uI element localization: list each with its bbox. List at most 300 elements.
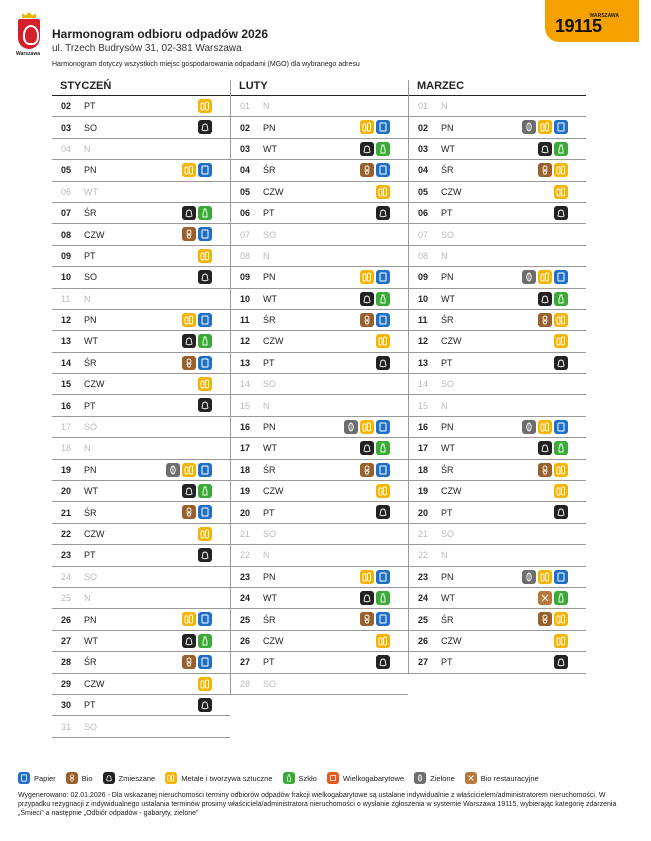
waste-icons <box>198 120 212 134</box>
legend-label: Bio restauracyjne <box>480 773 539 783</box>
zielone-icon <box>522 570 536 584</box>
month-column <box>52 80 230 738</box>
calendar-grid <box>52 80 586 740</box>
waste-icons <box>554 655 568 669</box>
waste-icons <box>376 634 390 648</box>
papier-icon <box>376 163 390 177</box>
waste-icons <box>360 570 390 584</box>
day-row <box>52 524 230 545</box>
weekday-label: WT <box>263 593 277 604</box>
waste-icons <box>182 334 212 348</box>
weekday-label: CZW <box>263 336 284 347</box>
weekday-label: SO <box>263 229 277 240</box>
zmieszane-icon <box>198 398 212 412</box>
waste-icons <box>376 334 390 348</box>
bio-icon <box>182 356 196 370</box>
weekday-label: CZW <box>263 486 284 497</box>
papier-icon <box>376 313 390 327</box>
weekday-label: PT <box>441 657 453 668</box>
day-number: 19 <box>418 486 429 497</box>
metale-icon <box>182 163 196 177</box>
day-row <box>52 289 230 310</box>
day-row <box>409 182 586 203</box>
bio-icon <box>538 313 552 327</box>
weekday-label: ŚR <box>263 165 276 176</box>
day-row <box>231 267 408 288</box>
day-row <box>52 160 230 181</box>
weekday-label: ŚR <box>263 614 276 625</box>
day-number: 24 <box>240 593 251 604</box>
bio-icon <box>360 463 374 477</box>
zmieszane-icon <box>198 120 212 134</box>
day-number: 23 <box>240 571 251 582</box>
day-number: 22 <box>61 529 72 539</box>
day-row <box>409 481 586 502</box>
weekday-label: CZW <box>441 186 462 197</box>
day-row <box>52 609 230 630</box>
day-number: 02 <box>61 101 72 112</box>
day-number: 13 <box>418 357 429 368</box>
szklo-icon <box>376 591 390 605</box>
zmieszane-icon <box>360 591 374 605</box>
day-row <box>231 117 408 138</box>
szklo-icon <box>554 441 568 455</box>
metale-icon <box>554 334 568 348</box>
day-number: 14 <box>61 357 72 368</box>
legend <box>18 770 638 786</box>
day-row <box>231 331 408 352</box>
zmieszane-icon <box>554 206 568 220</box>
day-number: 26 <box>240 635 251 646</box>
weekday-label: ŚR <box>441 614 454 625</box>
weekday-label: ŚR <box>84 507 97 518</box>
metale-icon <box>360 120 374 134</box>
legend-label: Wielkogabarytowe <box>342 773 405 783</box>
waste-icons <box>198 398 212 412</box>
weekday-label: PT <box>84 101 96 112</box>
day-row <box>231 567 408 588</box>
waste-icons <box>522 570 568 584</box>
weekday-label: PN <box>441 571 454 582</box>
day-row <box>231 395 408 416</box>
day-number: 14 <box>240 379 251 390</box>
month-heading: MARZEC <box>409 80 586 96</box>
weekday-label: SO <box>441 529 455 539</box>
zmieszane-icon <box>538 441 552 455</box>
day-number: 11 <box>61 293 71 304</box>
waste-icons <box>360 612 390 626</box>
weekday-label: SO <box>84 571 98 582</box>
zielone-icon <box>166 463 180 477</box>
weekday-label: WT <box>441 143 455 154</box>
day-number: 18 <box>418 464 429 475</box>
waste-icons <box>522 120 568 134</box>
metale-icon <box>376 634 390 648</box>
waste-icons <box>360 142 390 156</box>
weekday-label: PN <box>441 422 454 433</box>
day-number: 11 <box>418 315 428 326</box>
legend-label: Metale i tworzywa sztuczne <box>181 773 273 783</box>
legend-item <box>465 772 539 784</box>
day-row <box>409 567 586 588</box>
day-number: 04 <box>418 165 429 176</box>
shield-icon <box>18 19 40 49</box>
papier-icon <box>198 505 212 519</box>
day-row <box>52 545 230 566</box>
day-number: 09 <box>418 272 429 283</box>
day-number: 30 <box>61 700 72 711</box>
weekday-label: WT <box>84 635 98 646</box>
zmieszane-icon <box>360 441 374 455</box>
day-row <box>52 652 230 673</box>
waste-icons <box>198 698 212 712</box>
weekday-label: CZW <box>84 379 105 390</box>
weekday-label: CZW <box>263 186 284 197</box>
day-number: 25 <box>240 614 251 625</box>
metale-icon <box>198 677 212 691</box>
day-number: 18 <box>61 443 72 454</box>
szklo-icon <box>283 772 295 784</box>
day-number: 10 <box>240 293 251 304</box>
day-row <box>52 331 230 352</box>
day-row <box>231 246 408 267</box>
day-number: 07 <box>418 229 429 240</box>
day-number: 22 <box>418 550 429 561</box>
day-number: 23 <box>418 571 429 582</box>
waste-icons <box>360 313 390 327</box>
day-row <box>231 460 408 481</box>
day-number: 03 <box>240 143 251 154</box>
weekday-label: PN <box>84 315 97 326</box>
weekday-label: PT <box>263 208 275 219</box>
weekday-label: CZW <box>84 529 105 539</box>
weekday-label: PT <box>84 550 96 561</box>
day-row <box>409 353 586 374</box>
day-number: 03 <box>61 122 72 133</box>
papier-icon <box>198 163 212 177</box>
zmieszane-icon <box>182 334 196 348</box>
weekday-label: SO <box>441 379 455 390</box>
szklo-icon <box>376 292 390 306</box>
crown-icon <box>22 12 36 18</box>
day-number: 06 <box>240 208 251 219</box>
waste-icons <box>360 591 390 605</box>
metale-icon <box>554 463 568 477</box>
zmieszane-icon <box>182 484 196 498</box>
badge-small-text: WARSZAWA <box>589 13 619 19</box>
metale-icon <box>182 313 196 327</box>
zielone-icon <box>522 420 536 434</box>
weekday-label: N <box>441 250 448 261</box>
weekday-label: ŚR <box>441 165 454 176</box>
day-number: 22 <box>240 550 251 561</box>
day-number: 21 <box>61 507 72 518</box>
day-row <box>231 481 408 502</box>
metale-icon <box>182 463 196 477</box>
waste-icons <box>538 612 568 626</box>
zmieszane-icon <box>376 655 390 669</box>
day-number: 21 <box>240 529 251 539</box>
day-number: 10 <box>61 272 72 283</box>
day-row <box>231 609 408 630</box>
weekday-label: CZW <box>441 336 462 347</box>
warszawa-logo <box>16 12 42 57</box>
bio-icon <box>182 505 196 519</box>
waste-icons <box>538 313 568 327</box>
day-row <box>409 331 586 352</box>
waste-icons <box>376 185 390 199</box>
bio-icon <box>538 612 552 626</box>
waste-icons <box>360 463 390 477</box>
zmieszane-icon <box>103 772 115 784</box>
day-row <box>409 139 586 160</box>
waste-icons <box>554 334 568 348</box>
papier-icon <box>198 313 212 327</box>
bio-icon <box>360 163 374 177</box>
day-row <box>409 545 586 566</box>
weekday-label: PT <box>84 700 96 711</box>
weekday-label: CZW <box>441 486 462 497</box>
waste-icons <box>198 677 212 691</box>
zmieszane-icon <box>376 505 390 519</box>
metale-icon <box>360 570 374 584</box>
weekday-label: CZW <box>263 635 284 646</box>
metale-icon <box>198 527 212 541</box>
zielone-icon <box>522 120 536 134</box>
metale-icon <box>538 270 552 284</box>
day-row <box>409 96 586 117</box>
day-number: 17 <box>61 422 72 433</box>
day-number: 16 <box>240 422 251 433</box>
day-number: 21 <box>418 529 429 539</box>
day-number: 14 <box>418 379 429 390</box>
papier-icon <box>376 612 390 626</box>
waste-icons <box>554 484 568 498</box>
day-row <box>231 353 408 374</box>
bio-icon <box>182 655 196 669</box>
month-heading: LUTY <box>231 80 408 96</box>
day-row <box>231 310 408 331</box>
day-number: 05 <box>418 186 429 197</box>
papier-icon <box>198 356 212 370</box>
bio-icon <box>182 227 196 241</box>
day-number: 13 <box>61 336 72 347</box>
weekday-label: WT <box>263 143 277 154</box>
waste-icons <box>182 655 212 669</box>
day-row <box>409 224 586 245</box>
waste-icons <box>360 441 390 455</box>
day-number: 05 <box>240 186 251 197</box>
day-row <box>409 524 586 545</box>
day-number: 06 <box>61 186 72 197</box>
metale-icon <box>165 772 177 784</box>
waste-icons <box>522 270 568 284</box>
metale-icon <box>198 99 212 113</box>
day-row <box>231 374 408 395</box>
metale-icon <box>182 612 196 626</box>
day-number: 15 <box>61 379 72 390</box>
legend-item <box>18 772 56 784</box>
weekday-label: WT <box>441 443 455 454</box>
day-number: 25 <box>418 614 429 625</box>
weekday-label: CZW <box>84 229 105 240</box>
szklo-icon <box>376 441 390 455</box>
metale-icon <box>538 420 552 434</box>
bio-icon <box>360 313 374 327</box>
day-row <box>231 289 408 310</box>
weekday-label: ŚR <box>263 315 276 326</box>
papier-icon <box>554 570 568 584</box>
day-number: 10 <box>418 293 429 304</box>
waste-icons <box>198 527 212 541</box>
address: ul. Trzech Budrysów 31, 02-381 Warszawa <box>52 43 242 54</box>
weekday-label: PN <box>263 272 276 283</box>
papier-icon <box>198 463 212 477</box>
waste-icons <box>376 356 390 370</box>
metale-icon <box>376 334 390 348</box>
metale-icon <box>554 163 568 177</box>
day-number: 01 <box>240 101 251 112</box>
weekday-label: SO <box>84 422 98 433</box>
day-row <box>52 395 230 416</box>
weekday-label: N <box>441 101 448 112</box>
weekday-label: SO <box>84 122 98 133</box>
zmieszane-icon <box>360 292 374 306</box>
waste-icons <box>360 120 390 134</box>
weekday-label: ŚR <box>263 464 276 475</box>
zmieszane-icon <box>198 548 212 562</box>
weekday-label: WT <box>441 593 455 604</box>
day-row <box>52 139 230 160</box>
day-number: 04 <box>61 143 72 154</box>
day-row <box>409 203 586 224</box>
waste-icons <box>554 634 568 648</box>
day-number: 18 <box>240 464 251 475</box>
day-row <box>409 460 586 481</box>
waste-icons <box>182 206 212 220</box>
day-number: 26 <box>418 635 429 646</box>
weekday-label: PT <box>441 507 453 518</box>
legend-label: Zmieszane <box>118 773 156 783</box>
legend-label: Papier <box>34 773 56 783</box>
day-row <box>231 588 408 609</box>
day-row <box>409 609 586 630</box>
weekday-label: PT <box>263 357 275 368</box>
bio-restauracyjne-icon <box>538 591 552 605</box>
day-row <box>52 438 230 459</box>
day-number: 12 <box>240 336 251 347</box>
day-row <box>231 182 408 203</box>
waste-icons <box>376 206 390 220</box>
metale-icon <box>554 313 568 327</box>
waste-icons <box>182 634 212 648</box>
weekday-label: SO <box>441 229 455 240</box>
day-row <box>231 631 408 652</box>
wielkogabarytowe-icon <box>327 772 339 784</box>
day-number: 08 <box>61 229 72 240</box>
weekday-label: WT <box>263 443 277 454</box>
day-row <box>409 246 586 267</box>
day-row <box>52 267 230 288</box>
metale-icon <box>554 484 568 498</box>
szklo-icon <box>554 292 568 306</box>
day-number: 27 <box>418 657 429 668</box>
zmieszane-icon <box>360 142 374 156</box>
papier-icon <box>376 463 390 477</box>
papier-icon <box>376 420 390 434</box>
zmieszane-icon <box>538 142 552 156</box>
waste-icons <box>182 313 212 327</box>
waste-icons <box>538 463 568 477</box>
weekday-label: WT <box>263 293 277 304</box>
metale-icon <box>360 270 374 284</box>
weekday-label: PT <box>263 507 275 518</box>
day-number: 12 <box>61 315 72 326</box>
day-row <box>52 417 230 438</box>
weekday-label: N <box>263 400 270 411</box>
waste-icons <box>554 505 568 519</box>
day-row <box>409 310 586 331</box>
bio-icon <box>538 463 552 477</box>
weekday-label: PN <box>441 122 454 133</box>
waste-icons <box>376 484 390 498</box>
zielone-icon <box>344 420 358 434</box>
weekday-label: N <box>84 293 91 304</box>
papier-icon <box>18 772 30 784</box>
waste-icons <box>198 270 212 284</box>
day-number: 19 <box>240 486 251 497</box>
zielone-icon <box>522 270 536 284</box>
bio-icon <box>538 163 552 177</box>
day-number: 17 <box>418 443 429 454</box>
metale-icon <box>554 634 568 648</box>
szklo-icon <box>198 484 212 498</box>
footer-note: Wygenerowano: 02.01.2026 - Dla wskazanej nieruchomości terminy odbiorów odpadów frakcji wielkogabarytowe są ustalane indywidualnie z właścicielem/administratorem nieruchomości. W przypadku rezygnacji z indywidualnego ustalania terminów prosimy właściciela/administratora nieruchomości o wysłanie zgłoszenia w systemie Warszawa 19115, wybierając kategorię zdarzenia „Śmieci” a następnie „Odbiór odpadów - gabaryty, zielone” <box>18 792 617 817</box>
day-number: 04 <box>240 165 251 176</box>
day-row <box>231 674 408 695</box>
day-row <box>52 374 230 395</box>
weekday-label: SO <box>84 721 98 732</box>
metale-icon <box>360 420 374 434</box>
weekday-label: N <box>263 550 270 561</box>
weekday-label: N <box>263 250 270 261</box>
szklo-icon <box>554 142 568 156</box>
weekday-label: N <box>441 400 448 411</box>
day-number: 03 <box>418 143 429 154</box>
waste-icons <box>360 292 390 306</box>
badge-19115[interactable] <box>545 0 639 42</box>
day-number: 16 <box>61 400 72 411</box>
day-number: 09 <box>240 272 251 283</box>
logo-text: Warszawa <box>16 51 40 57</box>
day-row <box>231 438 408 459</box>
waste-icons <box>538 142 568 156</box>
zmieszane-icon <box>554 655 568 669</box>
waste-icons <box>182 227 212 241</box>
day-row <box>231 139 408 160</box>
day-row <box>231 224 408 245</box>
weekday-label: PT <box>84 400 96 411</box>
metale-icon <box>376 484 390 498</box>
weekday-label: ŚR <box>84 357 97 368</box>
day-number: 09 <box>61 250 72 261</box>
day-row <box>52 117 230 138</box>
day-number: 07 <box>240 229 251 240</box>
day-row <box>231 203 408 224</box>
day-row <box>409 502 586 523</box>
weekday-label: N <box>441 550 448 561</box>
day-row <box>409 289 586 310</box>
